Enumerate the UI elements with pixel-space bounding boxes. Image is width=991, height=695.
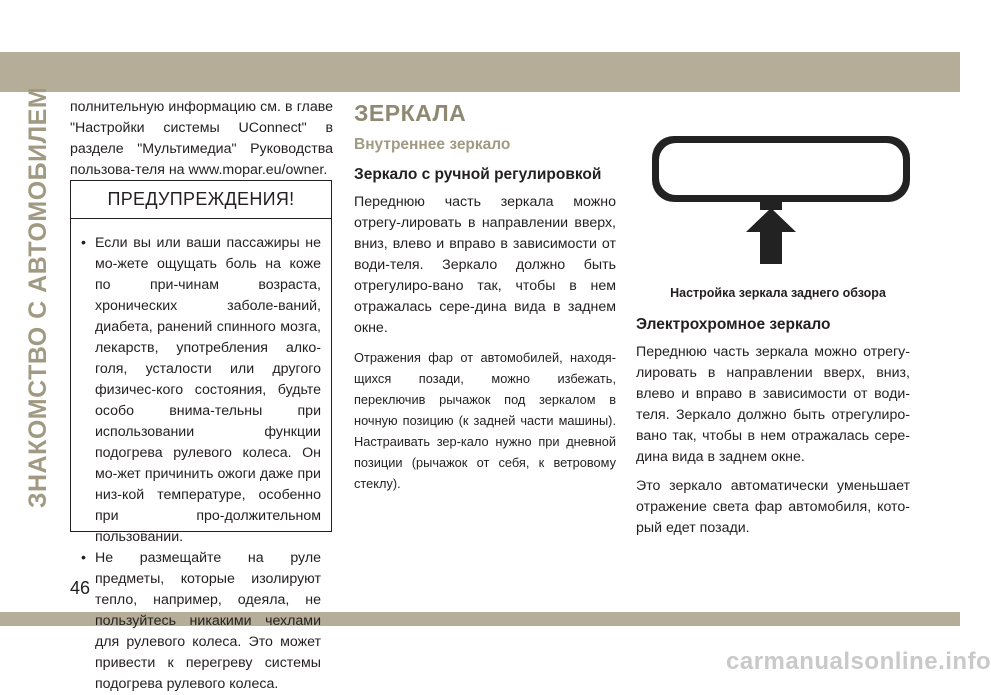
watermark: carmanualsonline.info [726, 648, 991, 675]
electrochromic-body [636, 342, 910, 539]
manual-mirror-body [354, 192, 616, 494]
side-chapter-title-text: ЗНАКОМСТВО С АВТОМОБИЛЕМ [24, 86, 53, 508]
column-1 [70, 97, 333, 181]
section-title: ЗЕРКАЛА [354, 100, 467, 126]
electrochromic-heading: Электрохромное зеркало [636, 316, 831, 333]
top-band [0, 52, 960, 92]
figure-caption: Настройка зеркала заднего обзора [670, 286, 886, 300]
page-number: 46 [70, 578, 91, 598]
manual-mirror-text: Переднюю часть зеркала можно отрегу-лировать в направлении вверх, вниз, влево и вправо в зависимости от води-теля. Зеркало должно быть отрегулиро-вано так, чтобы в нем отражалась сере-дина вида в заднем окне. [354, 194, 616, 336]
warning-title: ПРЕДУПРЕЖДЕНИЯ! [71, 181, 331, 219]
manual-mirror-note: Отражения фар от автомобилей, находя-щихся позади, можно избежать, переключив рычажок под зеркалом в ночную позицию (к задней части машины). Настраивать зер-кало нужно при дневной позиции (рычажок от себя, к ветровому стеклу). [354, 350, 616, 491]
warning-list [71, 219, 331, 695]
manual-mirror-heading: Зеркало с ручной регулировкой [354, 166, 602, 183]
electrochromic-text-1: Переднюю часть зеркала можно отрегу-лировать в направлении вверх, вниз, влево и вправо в зависимости от води-теля. Зеркало должно быть отрегулиро-вано так, чтобы в нем отражалась сере-дина вида в заднем окне. [636, 344, 910, 465]
subsection-title: Внутреннее зеркало [354, 136, 511, 153]
warning-item: • Если вы или ваши пассажиры не мо-жете ощущать боль на коже по при-чинам возраста, хронических заболе-ваний, диабета, ранений спинного мозга, лекарств, употребления алко-голя, усталости или другого физичес-кого состояния, будьте особо внима-тельны при использовании функции подогрева рулевого колеса. Он мо-жет причинить ожоги даже при низ-кой температуре, особенно при про-должительном пользовании. [81, 233, 321, 548]
side-chapter-title [16, 86, 62, 508]
electrochromic-text-2: Это зеркало автоматически уменьшает отражение света фар автомобиля, кото-рый едет позади. [636, 478, 910, 536]
mirror-illustration [646, 130, 918, 290]
mirror-icon [646, 130, 918, 290]
warning-item: • Не размещайте на руле предметы, которые изолируют тепло, например, одеяла, не пользуйтесь никакими чехлами для рулевого колеса. Это может привести к перегреву системы подогрева рулевого колеса. [81, 548, 321, 695]
intro-paragraph: полнительную информацию см. в главе "Настройки системы UConnect" в разделе "Мультимедиа" Руководства пользова-теля на www.mopar.eu/owner. [70, 99, 333, 178]
